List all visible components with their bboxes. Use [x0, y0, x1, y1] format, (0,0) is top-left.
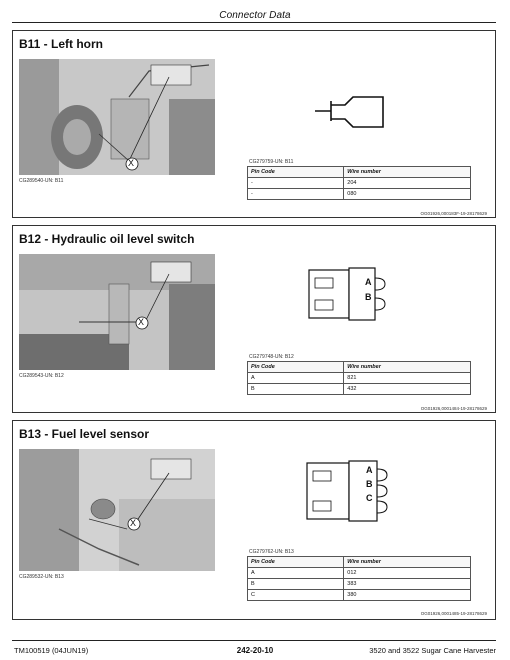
table-row: B 383	[248, 579, 471, 590]
column-header: Wire number	[344, 167, 471, 178]
connector-section-b12	[12, 225, 496, 413]
table-row: - 080	[248, 189, 471, 200]
section-title: B12 - Hydraulic oil level switch	[19, 232, 195, 246]
footer-doc-id: TM100519 (04JUN19)	[14, 646, 89, 655]
footer-page-number: 242-20-10	[236, 646, 274, 655]
table-label: CG279759-UN: B11	[249, 159, 294, 165]
column-header: Pin Code	[248, 362, 344, 373]
reference-id: OG01926,0001484-19-28178629	[420, 406, 487, 411]
section-title: B11 - Left horn	[19, 37, 104, 51]
footer-rule	[12, 640, 496, 641]
connector-location-photo	[19, 449, 215, 571]
column-header: Wire number	[344, 557, 471, 568]
callout-letter: X	[138, 317, 145, 327]
column-header: Pin Code	[248, 557, 344, 568]
table-label: CG279762-UN: B13	[249, 549, 294, 555]
table-row: B 432	[248, 384, 471, 395]
pin-letter: A	[366, 465, 373, 475]
pin-table	[247, 556, 471, 601]
photo-label: CG289543-UN: B12	[19, 373, 64, 379]
table-row: C 380	[248, 590, 471, 601]
table-label: CG279748-UN: B12	[249, 354, 294, 360]
table-row: - 204	[248, 178, 471, 189]
table-row: A 012	[248, 568, 471, 579]
photo-label: CG289540-UN: B11	[19, 178, 64, 184]
reference-id: OG01926,0001485-19-28178629	[420, 611, 487, 616]
pin-letter: B	[365, 292, 372, 302]
connector-location-photo	[19, 254, 215, 370]
connector-drawing-icon	[249, 53, 485, 157]
callout-letter: X	[128, 158, 135, 168]
pin-letter: A	[365, 277, 372, 287]
connector-section-b11	[12, 30, 496, 218]
column-header: Pin Code	[248, 167, 344, 178]
pin-letter: C	[366, 493, 373, 503]
connector-location-photo	[19, 59, 215, 175]
pin-table	[247, 166, 471, 200]
footer-product-name: 3520 and 3522 Sugar Cane Harvester	[369, 646, 496, 655]
table-row: A 821	[248, 373, 471, 384]
header-rule	[12, 22, 496, 23]
section-title: B13 - Fuel level sensor	[19, 427, 150, 441]
callout-letter: X	[130, 518, 137, 528]
pin-table	[247, 361, 471, 395]
pin-letter: B	[366, 479, 373, 489]
reference-id: OG01926,000183F-19-28178629	[420, 211, 487, 216]
page-header-title: Connector Data	[219, 10, 291, 21]
connector-section-b13	[12, 420, 496, 620]
column-header: Wire number	[344, 362, 471, 373]
photo-label: CG289532-UN: B13	[19, 574, 64, 580]
